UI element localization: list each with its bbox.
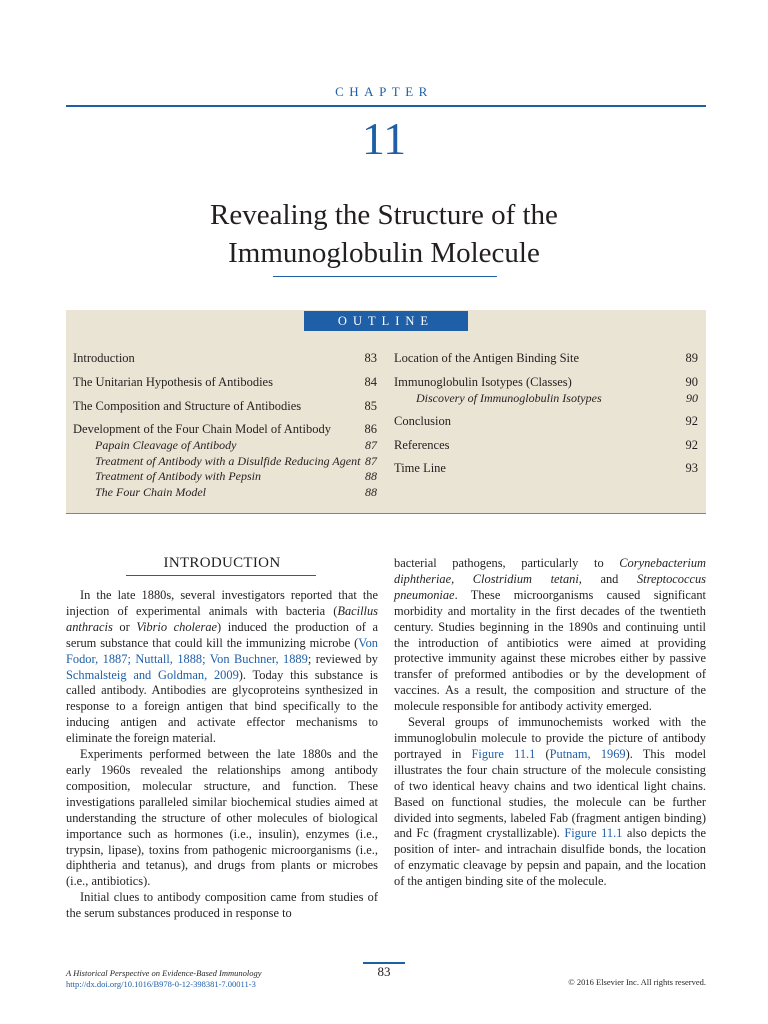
species-name: Streptococcus pneumoniae bbox=[394, 571, 706, 602]
toc-entry-page: 85 bbox=[364, 399, 377, 413]
chapter-title-line-1: Revealing the Structure of the bbox=[210, 199, 558, 231]
paragraph bbox=[394, 556, 706, 715]
species-name: Bacillus anthracis bbox=[66, 603, 378, 634]
chapter-title bbox=[0, 196, 768, 272]
citation-link[interactable]: Von Fodor, 1887; Nuttall, 1888; Von Buchner, 1889 bbox=[66, 635, 378, 666]
figure-link[interactable]: Figure 11.1 bbox=[471, 746, 536, 761]
toc-entry-label: Treatment of Antibody with a Disulfide Reducing Agent bbox=[95, 454, 361, 468]
body-column-left bbox=[66, 588, 378, 922]
toc-entry-page: 92 bbox=[685, 438, 698, 452]
text: ) induced the production of a serum substance that could kill the immunizing microbe ( bbox=[66, 619, 378, 650]
species-name: Vibrio cholerae bbox=[136, 619, 218, 634]
text: or bbox=[112, 619, 137, 634]
page-number: 83 bbox=[377, 964, 391, 979]
text: . These microorganisms caused significant morbidity and mortality in the first decades of the twentieth century. Studies beginning in the 1890s and continuing until the introduction of antibiotics were aimed at providing protective immunity against these microbes either by passive transfer of preformed antibodies or by the development of vaccines. As a result, the composition and structure of the molecule responsible for antibody activity emerged. bbox=[394, 587, 706, 714]
toc-entry-label: The Composition and Structure of Antibodies bbox=[73, 399, 302, 413]
toc-entry-page: 84 bbox=[364, 375, 377, 389]
section-heading-introduction: INTRODUCTION bbox=[163, 555, 281, 571]
title-rule bbox=[273, 276, 497, 277]
toc-entry-label: Immunoglobulin Isotypes (Classes) bbox=[394, 375, 572, 389]
book-title: A Historical Perspective on Evidence-Based Immunology bbox=[66, 968, 262, 978]
text: In the late 1880s, several investigators reported that the injection of experimental animals with bacteria ( bbox=[66, 588, 378, 618]
body-column-right bbox=[394, 556, 706, 890]
paragraph: Experiments performed between the late 1880s and the early 1960s revealed the relationships among antibody composition, molecular structure, and function. These investigations paralleled similar biochemical studies aimed at understanding the structure of other molecules of biological importance such as hormones (i.e., insulin), enzymes (i.e., trypsin, lipase), toxins from pathogenic microorganisms (i.e., diphtheria and tetanus), and drugs from plants or microbes (i.e., antibiotics). bbox=[66, 747, 378, 889]
toc-entry-page: 90 bbox=[686, 391, 698, 405]
toc-entry-label: Development of the Four Chain Model of Antibody bbox=[73, 422, 331, 436]
copyright-notice: © 2016 Elsevier Inc. All rights reserved. bbox=[568, 977, 706, 987]
text: ). This model illustrates the four chain structure of the molecule consisting of two identical heavy chains and two identical light chains. Based on functional studies, the molecule can be further divided into segments, labeled Fab (fragment antigen binding) and Fc (fragment crystallizable). bbox=[394, 746, 707, 841]
species-name: Corynebacterium diphtheriae, Clostridium tetani, bbox=[394, 556, 706, 586]
chapter-label: CHAPTER bbox=[335, 84, 433, 99]
figure-link[interactable]: Figure 11.1 bbox=[564, 826, 623, 841]
toc-entry-page: 92 bbox=[685, 414, 698, 428]
toc-entry-label: Discovery of Immunoglobulin Isotypes bbox=[416, 391, 602, 405]
toc-entry-label: Time Line bbox=[394, 461, 446, 475]
toc-entry-label: The Four Chain Model bbox=[95, 485, 206, 499]
toc-entry-page: 87 bbox=[365, 454, 377, 468]
toc-entry-label: Treatment of Antibody with Pepsin bbox=[95, 469, 261, 483]
text: Several groups of immunochemists worked with the immunoglobulin molecule to provide the picture of antibody portrayed in bbox=[394, 715, 706, 761]
toc-entry-page: 88 bbox=[365, 469, 377, 483]
chapter-number: 11 bbox=[361, 113, 407, 164]
citation-link[interactable]: Schmalsteig and Goldman, 2009 bbox=[66, 667, 239, 682]
toc-entry-label: Papain Cleavage of Antibody bbox=[95, 438, 237, 452]
toc-entry-label: References bbox=[394, 438, 450, 452]
paragraph bbox=[394, 715, 706, 890]
toc-entry-page: 86 bbox=[364, 422, 377, 436]
text: bacterial pathogens, particularly to bbox=[394, 556, 620, 570]
toc-entry-label: Introduction bbox=[73, 351, 135, 365]
toc-entry-page: 83 bbox=[364, 351, 377, 365]
toc-entry-label: Conclusion bbox=[394, 414, 451, 428]
section-heading-rule bbox=[126, 575, 316, 576]
toc-entry-page: 88 bbox=[365, 485, 377, 499]
toc-entry-page: 87 bbox=[365, 438, 377, 452]
text: ( bbox=[535, 746, 550, 761]
text: and bbox=[581, 571, 637, 586]
text: ). Today this substance is called antibody. Antibodies are glycoproteins synthesized in response to a foreign antigen that bind specifically to the inducing antigen and activate effector mechanisms to eliminate the foreign material. bbox=[66, 667, 378, 746]
paragraph: Initial clues to antibody composition came from studies of the serum substances produced in response to bbox=[66, 890, 378, 921]
toc-entry-page: 89 bbox=[685, 351, 698, 365]
doi-link[interactable]: http://dx.doi.org/10.1016/B978-0-12-398381-7.00011-3 bbox=[66, 979, 256, 989]
chapter-title-line-2: Immunoglobulin Molecule bbox=[228, 237, 540, 269]
text: ; reviewed by bbox=[307, 651, 378, 666]
header-rule bbox=[66, 105, 706, 107]
toc-entry-page: 93 bbox=[685, 461, 698, 475]
toc-entry-label: Location of the Antigen Binding Site bbox=[394, 351, 580, 365]
paragraph bbox=[66, 588, 378, 747]
citation-link[interactable]: Putnam, 1969 bbox=[549, 746, 626, 761]
toc-entry-label: The Unitarian Hypothesis of Antibodies bbox=[73, 375, 273, 389]
text: also depicts the position of inter- and intrachain disulfide bonds, the location of enzymatic cleavage by pepsin and papain, and the location of the antigen binding site of the molecule. bbox=[394, 826, 706, 889]
outline-heading: OUTLINE bbox=[304, 311, 468, 331]
toc-entry-page: 90 bbox=[685, 375, 698, 389]
